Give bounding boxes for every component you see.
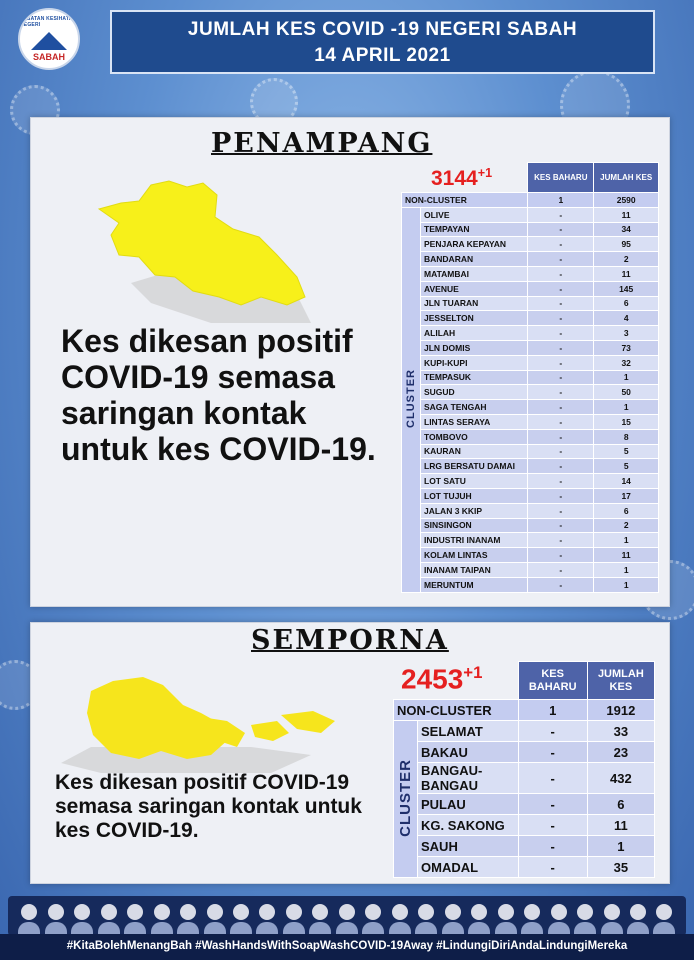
cluster-total-cases: 1: [587, 836, 654, 857]
cluster-name: JESSELTON: [421, 311, 528, 326]
column-header-total-cases: JUMLAH KES: [587, 662, 654, 700]
frontliner-icon: [495, 904, 517, 936]
cluster-new-cases: -: [528, 459, 594, 474]
cluster-row: [402, 266, 659, 281]
penampang-case-table: [401, 162, 659, 593]
district-title-penampang: PENAMPANG: [211, 128, 433, 159]
cluster-name: INDUSTRI INANAM: [421, 533, 528, 548]
cluster-total-cases: 1: [594, 370, 659, 385]
cluster-total-cases: 33: [587, 721, 654, 742]
frontliner-icon: [548, 904, 570, 936]
frontliner-icon: [204, 904, 226, 936]
cluster-total-cases: 35: [587, 857, 654, 878]
cluster-row: [394, 742, 655, 763]
cluster-new-cases: -: [528, 237, 594, 252]
cluster-row: [402, 503, 659, 518]
cluster-name: TEMPAYAN: [421, 222, 528, 237]
cluster-name: LOT TUJUH: [421, 488, 528, 503]
frontliner-icon: [415, 904, 437, 936]
cluster-new-cases: -: [528, 266, 594, 281]
cluster-total-cases: 6: [587, 794, 654, 815]
frontliner-icon: [71, 904, 93, 936]
cluster-total-cases: 50: [594, 385, 659, 400]
footer-hashtags: #KitaBolehMenangBah #WashHandsWithSoapWashCOVID-19Away #LindungiDiriAndaLindungiMereka: [0, 934, 694, 960]
semporna-total-value: 2453: [401, 663, 464, 695]
cluster-row: [402, 207, 659, 222]
cluster-name: ALILAH: [421, 326, 528, 341]
frontliner-icon: [18, 904, 40, 936]
cluster-new-cases: -: [518, 721, 587, 742]
cluster-label-text: CLUSTER: [405, 369, 417, 429]
cluster-row: [394, 721, 655, 742]
non-cluster-row: [394, 700, 655, 721]
cluster-new-cases: -: [528, 355, 594, 370]
frontliner-icon: [230, 904, 252, 936]
frontliner-icon: [336, 904, 358, 936]
cluster-row: [402, 222, 659, 237]
cluster-name: BANGAU-BANGAU: [418, 763, 519, 794]
cluster-new-cases: -: [528, 385, 594, 400]
cluster-total-cases: 14: [594, 474, 659, 489]
cluster-name: KOLAM LINTAS: [421, 548, 528, 563]
row-total-cases: 2590: [594, 193, 659, 208]
row-name: NON-CLUSTER: [394, 700, 519, 721]
frontliner-icon: [468, 904, 490, 936]
cluster-total-cases: 95: [594, 237, 659, 252]
cluster-total-cases: 17: [594, 488, 659, 503]
frontliner-icon: [98, 904, 120, 936]
cluster-name: JALAN 3 KKIP: [421, 503, 528, 518]
title-date: 14 APRIL 2021: [314, 45, 451, 66]
column-header-new-cases: KES BAHARU: [528, 163, 594, 193]
cluster-name: PULAU: [418, 794, 519, 815]
cluster-name: JLN DOMIS: [421, 340, 528, 355]
cluster-total-cases: 32: [594, 355, 659, 370]
mountain-icon: [31, 32, 67, 50]
cluster-new-cases: -: [528, 207, 594, 222]
cluster-name: TEMPASUK: [421, 370, 528, 385]
cluster-new-cases: -: [528, 474, 594, 489]
cluster-name: OLIVE: [421, 207, 528, 222]
cluster-name: BANDARAN: [421, 252, 528, 267]
cluster-row: [402, 459, 659, 474]
cluster-total-cases: 8: [594, 429, 659, 444]
frontliner-icon: [601, 904, 623, 936]
cluster-new-cases: -: [528, 222, 594, 237]
cluster-name: LOT SATU: [421, 474, 528, 489]
frontliner-icon: [389, 904, 411, 936]
cluster-new-cases: -: [528, 562, 594, 577]
cluster-row: [402, 252, 659, 267]
cluster-label: [394, 721, 418, 878]
cluster-row: [394, 763, 655, 794]
cluster-row: [402, 296, 659, 311]
cluster-name: BAKAU: [418, 742, 519, 763]
cluster-row: [394, 794, 655, 815]
cluster-new-cases: -: [528, 444, 594, 459]
cluster-total-cases: 145: [594, 281, 659, 296]
frontliner-icon: [124, 904, 146, 936]
cluster-name: AVENUE: [421, 281, 528, 296]
frontliner-icon: [653, 904, 675, 936]
cluster-new-cases: -: [518, 742, 587, 763]
cluster-total-cases: 34: [594, 222, 659, 237]
cluster-label-text: CLUSTER: [397, 758, 414, 837]
cluster-new-cases: -: [528, 488, 594, 503]
cluster-row: [402, 311, 659, 326]
logo-subtext: JABATAN KESIHATAN NEGERI: [20, 16, 77, 28]
cluster-label: [402, 207, 421, 592]
cluster-name: SAGA TENGAH: [421, 400, 528, 415]
frontliner-icon: [309, 904, 331, 936]
cluster-new-cases: -: [528, 548, 594, 563]
cluster-total-cases: 1: [594, 400, 659, 415]
frontliners-banner: [8, 896, 686, 936]
cluster-new-cases: -: [528, 400, 594, 415]
cluster-row: [402, 340, 659, 355]
logo-text: SABAH: [32, 52, 65, 62]
semporna-case-table: [393, 661, 655, 878]
cluster-total-cases: 11: [587, 815, 654, 836]
row-name: NON-CLUSTER: [402, 193, 528, 208]
cluster-total-cases: 4: [594, 311, 659, 326]
column-header-new-cases: KES BAHARU: [518, 662, 587, 700]
cluster-total-cases: 6: [594, 503, 659, 518]
page-title: [110, 10, 655, 74]
cluster-name: SELAMAT: [418, 721, 519, 742]
table-header-blank: [402, 163, 421, 193]
district-title-semporna: SEMPORNA: [251, 625, 449, 656]
cluster-row: [402, 429, 659, 444]
table-header-blank: [394, 662, 418, 700]
frontliner-icon: [521, 904, 543, 936]
cluster-new-cases: -: [528, 311, 594, 326]
cluster-new-cases: -: [518, 815, 587, 836]
cluster-row: [402, 355, 659, 370]
row-total-cases: 1912: [587, 700, 654, 721]
cluster-row: [402, 562, 659, 577]
penampang-total-value: 3144: [431, 167, 478, 190]
cluster-name: KG. SAKONG: [418, 815, 519, 836]
semporna-total-new: +1: [463, 663, 483, 682]
semporna-description: Kes dikesan positif COVID-19 semasa saringan kontak untuk kes COVID-19.: [55, 771, 362, 842]
cluster-name: TOMBOVO: [421, 429, 528, 444]
frontliner-icon: [45, 904, 67, 936]
cluster-new-cases: -: [518, 836, 587, 857]
cluster-row: [402, 444, 659, 459]
cluster-row: [402, 474, 659, 489]
cluster-row: [402, 533, 659, 548]
cluster-new-cases: -: [528, 518, 594, 533]
table-header-row: [394, 662, 655, 700]
cluster-total-cases: 3: [594, 326, 659, 341]
frontliner-icon: [442, 904, 464, 936]
frontliner-icon: [151, 904, 173, 936]
penampang-description: Kes dikesan positif COVID-19 semasa saringan kontak untuk kes COVID-19.: [61, 323, 376, 467]
frontliner-icon: [256, 904, 278, 936]
cluster-row: [402, 370, 659, 385]
cluster-row: [402, 385, 659, 400]
penampang-total-new: +1: [477, 166, 493, 180]
cluster-row: [402, 414, 659, 429]
cluster-total-cases: 23: [587, 742, 654, 763]
cluster-name: OMADAL: [418, 857, 519, 878]
cluster-new-cases: -: [528, 326, 594, 341]
cluster-name: SINSINGON: [421, 518, 528, 533]
column-header-total-cases: JUMLAH KES: [594, 163, 659, 193]
cluster-row: [394, 857, 655, 878]
cluster-name: KAURAN: [421, 444, 528, 459]
cluster-new-cases: -: [528, 340, 594, 355]
title-line-1: JUMLAH KES COVID -19 NEGERI SABAH: [187, 19, 578, 40]
cluster-new-cases: -: [528, 252, 594, 267]
cluster-name: MATAMBAI: [421, 266, 528, 281]
cluster-row: [402, 237, 659, 252]
semporna-panel: [30, 622, 670, 884]
health-department-logo: [18, 8, 80, 70]
cluster-row: [394, 815, 655, 836]
table-header-row: [402, 163, 659, 193]
semporna-map-icon: [51, 663, 351, 773]
row-new-cases: 1: [528, 193, 594, 208]
non-cluster-row: [402, 193, 659, 208]
penampang-map-icon: [91, 173, 321, 323]
cluster-total-cases: 11: [594, 207, 659, 222]
cluster-name: KUPI-KUPI: [421, 355, 528, 370]
frontliner-icon: [283, 904, 305, 936]
cluster-total-cases: 5: [594, 444, 659, 459]
cluster-row: [402, 577, 659, 592]
cluster-new-cases: -: [528, 296, 594, 311]
cluster-new-cases: -: [528, 281, 594, 296]
cluster-total-cases: 11: [594, 266, 659, 281]
cluster-row: [402, 518, 659, 533]
cluster-total-cases: 1: [594, 533, 659, 548]
cluster-new-cases: -: [528, 533, 594, 548]
cluster-row: [394, 836, 655, 857]
cluster-new-cases: -: [528, 414, 594, 429]
frontliner-icon: [627, 904, 649, 936]
cluster-row: [402, 281, 659, 296]
cluster-name: LINTAS SERAYA: [421, 414, 528, 429]
cluster-name: JLN TUARAN: [421, 296, 528, 311]
frontliner-icon: [177, 904, 199, 936]
cluster-new-cases: -: [518, 794, 587, 815]
frontliner-icon: [574, 904, 596, 936]
cluster-new-cases: -: [528, 503, 594, 518]
cluster-total-cases: 1: [594, 577, 659, 592]
cluster-name: MERUNTUM: [421, 577, 528, 592]
cluster-total-cases: 1: [594, 562, 659, 577]
cluster-total-cases: 15: [594, 414, 659, 429]
cluster-row: [402, 400, 659, 415]
cluster-total-cases: 5: [594, 459, 659, 474]
cluster-row: [402, 488, 659, 503]
cluster-name: INANAM TAIPAN: [421, 562, 528, 577]
cluster-name: PENJARA KEPAYAN: [421, 237, 528, 252]
penampang-panel: [30, 117, 670, 607]
cluster-total-cases: 2: [594, 252, 659, 267]
table-header-blank: [418, 662, 519, 700]
cluster-new-cases: -: [528, 577, 594, 592]
cluster-name: LRG BERSATU DAMAI: [421, 459, 528, 474]
cluster-total-cases: 73: [594, 340, 659, 355]
cluster-name: SAUH: [418, 836, 519, 857]
cluster-row: [402, 548, 659, 563]
cluster-total-cases: 2: [594, 518, 659, 533]
cluster-new-cases: -: [518, 857, 587, 878]
cluster-new-cases: -: [528, 429, 594, 444]
cluster-new-cases: -: [528, 370, 594, 385]
cluster-total-cases: 432: [587, 763, 654, 794]
row-new-cases: 1: [518, 700, 587, 721]
cluster-name: SUGUD: [421, 385, 528, 400]
table-header-blank: [421, 163, 528, 193]
frontliner-icon: [362, 904, 384, 936]
cluster-total-cases: 11: [594, 548, 659, 563]
cluster-new-cases: -: [518, 763, 587, 794]
cluster-total-cases: 6: [594, 296, 659, 311]
cluster-row: [402, 326, 659, 341]
